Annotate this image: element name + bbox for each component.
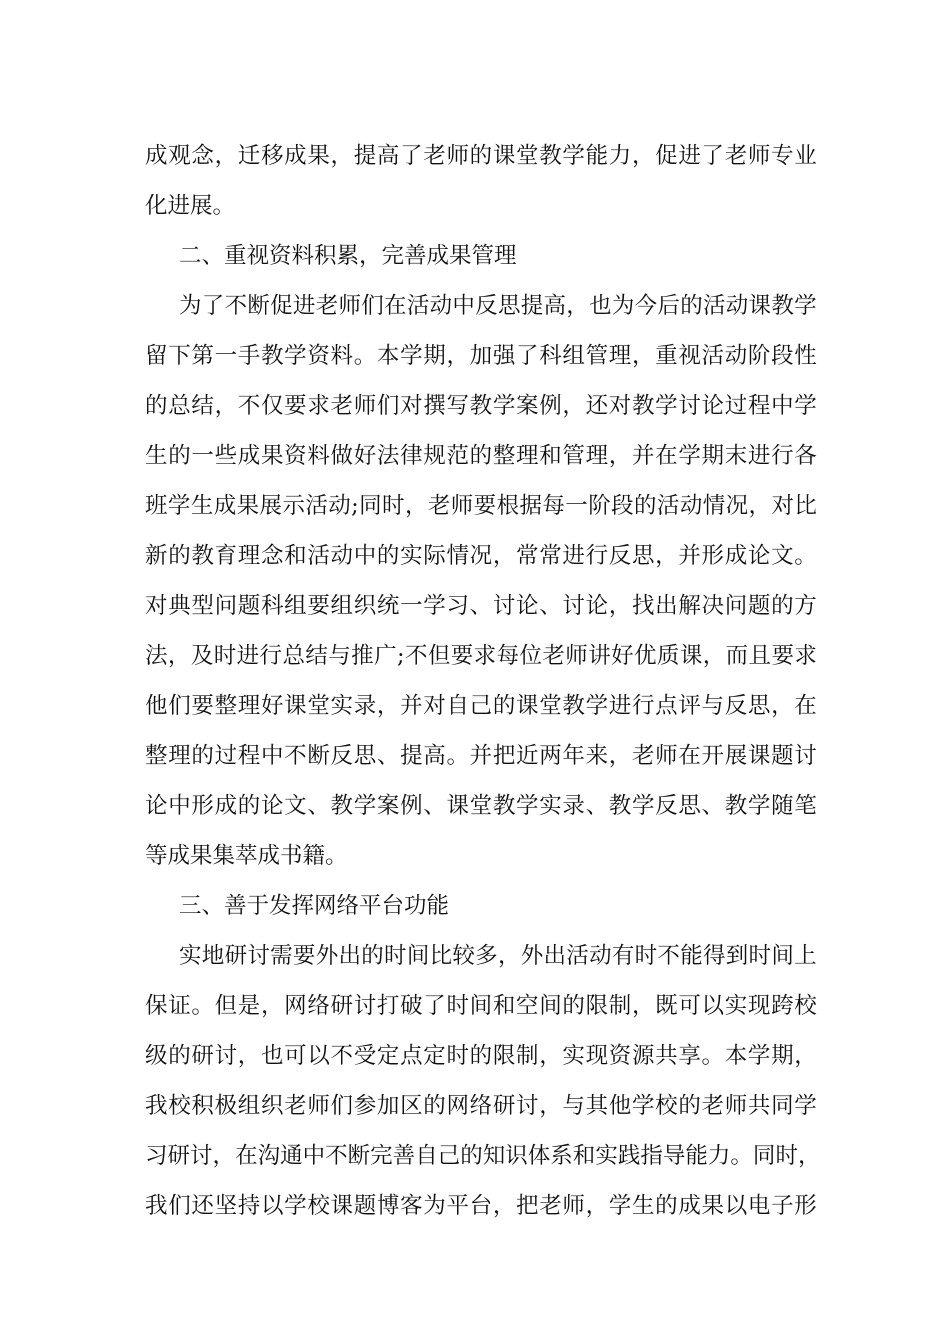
text-line: 成 观 念 ， 迁 移 成 果 ， 提 高 了 老 师 的 课 堂 教 学 能 力 ， 促 进 了 老 师 专 业	[145, 143, 817, 169]
text-line: 生 的 一 些 成 果 资 料 做 好 法 律 规 范 的 整 理 和 管 理 ， 并 在 学 期 末 进 行 各	[145, 443, 817, 469]
section-heading: 二、重视资料积累，完善成果管理	[179, 243, 517, 269]
text-line: 他 们 要 整 理 好 课 堂 实 录 ， 并 对 自 己 的 课 堂 教 学 进 行 点 评 与 反 思 ， 在	[145, 693, 817, 719]
text-line: 的 总 结 ， 不 仅 要 求 老 师 们 对 撰 写 教 学 案 例 ， 还 对 教 学 讨 论 过 程 中 学	[145, 393, 817, 419]
document-body	[145, 131, 821, 1231]
text-line: 我 校 积 极 组 织 老 师 们 参 加 区 的 网 络 研 讨 ， 与 其 他 学 校 的 老 师 共 同 学	[145, 1093, 817, 1119]
text-line: 实 地 研 讨 需 要 外 出 的 时 间 比 较 多 ， 外 出 活 动 有 时 不 能 得 到 时 间 上	[179, 943, 817, 969]
text-line: 新 的 教 育 理 念 和 活 动 中 的 实 际 情 况 ， 常 常 进 行 反 思 ， 并 形 成 论 文 。	[145, 543, 817, 569]
text-line: 习 研 讨 ， 在 沟 通 中 不 断 完 善 自 己 的 知 识 体 系 和 实 践 指 导 能 力 。 同 时 ，	[145, 1143, 821, 1169]
text-line: 为 了 不 断 促 进 老 师 们 在 活 动 中 反 思 提 高 ， 也 为 今 后 的 活 动 课 教 学	[179, 293, 817, 319]
text-line: 级 的 研 讨 ， 也 可 以 不 受 定 点 定 时 的 限 制 ， 实 现 资 源 共 享 。 本 学 期 ，	[145, 1043, 817, 1069]
section-heading: 三、善于发挥网络平台功能	[179, 893, 450, 919]
text-line: 对 典 型 问 题 科 组 要 组 织 统 一 学 习 、 讨 论 、 讨 论 ， 找 出 解 决 问 题 的 方	[145, 593, 817, 619]
text-line: 我 们 还 坚 持 以 学 校 课 题 博 客 为 平 台 ， 把 老 师 ， 学 生 的 成 果 以 电 子 形	[145, 1193, 817, 1219]
text-line: 等成果集萃成书籍。	[145, 843, 348, 869]
text-line: 论 中 形 成 的 论 文 、 教 学 案 例 、 课 堂 教 学 实 录 、 教 学 反 思 、 教 学 随 笔	[145, 793, 817, 819]
text-line: 整 理 的 过 程 中 不 断 反 思 、 提 高 。 并 把 近 两 年 来 ， 老 师 在 开 展 课 题 讨	[145, 743, 817, 769]
text-line: 保 证 。 但 是 ， 网 络 研 讨 打 破 了 时 间 和 空 间 的 限 制 ， 既 可 以 实 现 跨 校	[145, 993, 817, 1019]
text-line: 法 ， 及 时 进 行 总 结 与 推 广 ; 不 但 要 求 每 位 老 师 讲 好 优 质 课 ， 而 且 要 求	[145, 643, 817, 669]
text-line: 班 学 生 成 果 展 示 活 动 ; 同 时 ， 老 师 要 根 据 每 一 阶 段 的 活 动 情 况 ， 对 比	[145, 493, 817, 519]
text-line: 留 下 第 一 手 教 学 资 料 。 本 学 期 ， 加 强 了 科 组 管 理 ， 重 视 活 动 阶 段 性	[145, 343, 817, 369]
text-line: 化进展。	[145, 193, 236, 219]
